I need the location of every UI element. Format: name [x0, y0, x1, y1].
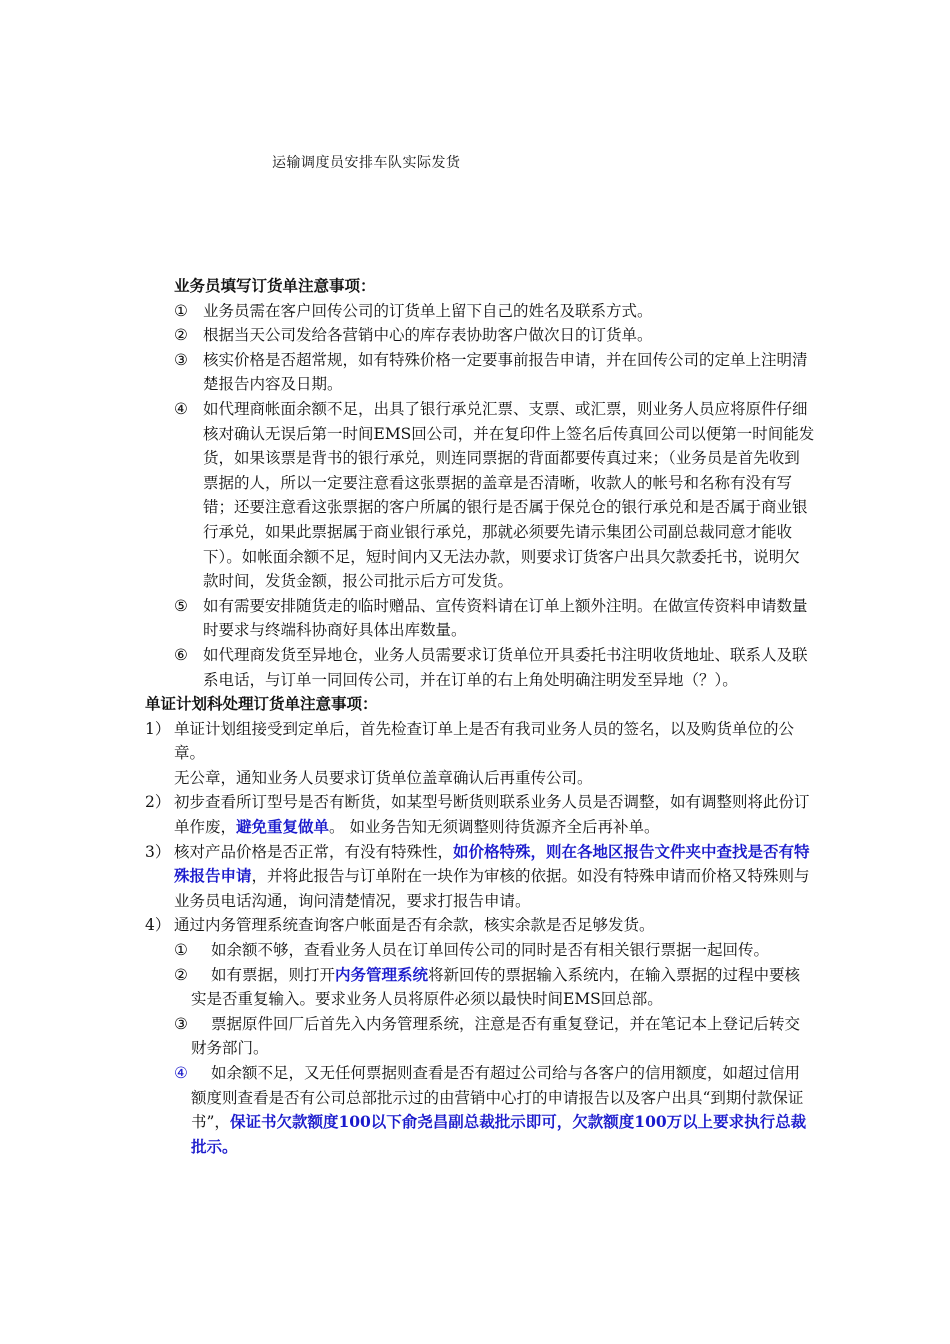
sub-item	[145, 1012, 815, 1061]
item-number: 2）	[145, 793, 171, 812]
sub-item	[145, 938, 815, 963]
list-item-text: 业务员需在客户回传公司的订货单上留下自己的姓名及联系方式。	[203, 301, 653, 320]
list-item	[145, 299, 815, 324]
numbered-item-text	[174, 790, 815, 839]
circled-number: ②	[174, 965, 188, 984]
circled-number: ⑤	[174, 596, 188, 615]
emphasis-text: 如价格特殊，则在各地区报告文件夹中查找是否有特殊报告申请	[174, 841, 810, 886]
list-item	[145, 348, 815, 397]
text-part: 如有票据，则打开	[211, 965, 336, 984]
circled-number: ④	[174, 1064, 188, 1082]
emphasis-text: 避免重复做单	[236, 817, 330, 837]
text-part: 核对产品价格是否正常，有没有特殊性，	[174, 842, 454, 861]
list-item-text: 核实价格是否超常规，如有特殊价格一定要事前报告申请，并在回传公司的定单上注明清楚报告内容及日期。	[203, 350, 808, 394]
sub-item-text	[191, 938, 815, 963]
item-number: 1）	[145, 719, 171, 738]
sub-item	[145, 963, 815, 1012]
text-part: 如余额不够，查看业务人员在订单回传公司的同时是否有相关银行票据一起回传。	[211, 941, 770, 960]
list-item	[145, 643, 815, 692]
flow-caption: 运输调度员安排车队实际发货	[272, 155, 461, 171]
text-part: 如余额不足，又无任何票据则查看是否有超过公司给与各客户的信用额度，如超过信用额度则查看是否有公司总部批示过的由营销中心打的申请报告以及客户出具“到期付款保证书”，	[191, 1064, 804, 1132]
list-item	[145, 594, 815, 643]
document-body	[145, 274, 815, 1159]
numbered-item	[145, 790, 815, 839]
list-item-text: 如有需要安排随货走的临时赠品、宣传资料请在订单上额外注明。在做宣传资料申请数量时要求与终端科协商好具体出库数量。	[203, 596, 808, 640]
text-part: 。 如业务告知无须调整则待货源齐全后再补单。	[329, 818, 660, 837]
numbered-item-text: 单证计划组接受到定单后，首先检查订单上是否有我司业务人员的签名，以及购货单位的公章。	[174, 719, 795, 763]
list-item	[145, 323, 815, 348]
list-item-text: 如代理商帐面余额不足，出具了银行承兑汇票、支票、或汇票，则业务人员应将原件仔细核对确认无误后第一时间EMS回公司，并在复印件上签名后传真回公司以便第一时间能发货，如果该票是背书的银行承兑，则连同票据的背面都要传真过来；（业务员是首先收到票据的人，所以一定要注意看这张票据的盖章是否清晰，收款人的帐号和名称有没有写错；还要注意看这张票据的客户所属的银行是否属于保兑仓的银行承兑和是否属于商业银行承兑，如果此票据属于商业银行承兑，那就必须要先请示集团公司副总裁同意才能收下）。如帐面余额不足，短时间内又无法办款，则要求订货客户出具欠款委托书，说明欠款时间，发货金额，报公司批示后方可发货。	[203, 399, 815, 591]
circled-number: ③	[174, 350, 188, 369]
text-part: ，并将此报告与订单附在一块作为审核的依据。如没有特殊申请而价格又特殊则与业务员电话沟通，询问清楚情况，要求打报告申请。	[174, 867, 810, 910]
item-number: 4）	[145, 916, 171, 935]
item-note: 无公章，通知业务人员要求订货单位盖章确认后再重传公司。	[174, 768, 593, 787]
list-item-text: 根据当天公司发给各营销中心的库存表协助客户做次日的订货单。	[203, 326, 653, 345]
numbered-item	[145, 717, 815, 766]
emphasis-text: 内务管理系统	[335, 964, 429, 984]
emphasis-text: 保证书欠款额度100以下俞尧昌副总裁批示即可，欠款额度100万以上要求执行总裁批示。	[191, 1112, 807, 1156]
sub-item	[145, 1061, 815, 1159]
circled-number: ④	[174, 399, 188, 418]
numbered-item-text: 通过内务管理系统查询客户帐面是否有余款，核实余款是否足够发货。	[174, 916, 655, 935]
text-part: 将新回传的票据输入系统内，在输入票据的过程中要核实是否重复输入。要求业务人员将原件必须以最快时间EMS回总部。	[191, 965, 801, 1009]
section2-heading: 单证计划科处理订货单注意事项：	[145, 694, 378, 714]
sub-item-text	[191, 963, 815, 1012]
numbered-item	[145, 913, 815, 938]
sub-item-text	[191, 1012, 815, 1061]
sub-item-text	[191, 1061, 815, 1159]
numbered-item	[145, 840, 815, 914]
section1-heading: 业务员填写订货单注意事项：	[174, 276, 376, 295]
list-item	[145, 397, 815, 594]
circled-number: ①	[174, 301, 188, 320]
text-part: 票据原件回厂后首先入内务管理系统，注意是否有重复登记，并在笔记本上登记后转交财务部门。	[191, 1014, 801, 1058]
circled-number: ③	[174, 1014, 188, 1033]
circled-number: ②	[174, 326, 188, 345]
circled-number: ⑥	[174, 645, 188, 664]
item-number: 3）	[145, 842, 171, 861]
list-item-text: 如代理商发货至异地仓，业务人员需要求订货单位开具委托书注明收货地址、联系人及联系电话，与订单一同回传公司，并在订单的右上角处明确注明发至异地（？）。	[203, 645, 808, 689]
circled-number: ①	[174, 941, 188, 960]
numbered-item-text	[174, 840, 815, 914]
text-part: 初步查看所订型号是否有断货，如某型号断货则联系业务人员是否调整，如有调整则将此份订单作废，	[174, 793, 810, 837]
